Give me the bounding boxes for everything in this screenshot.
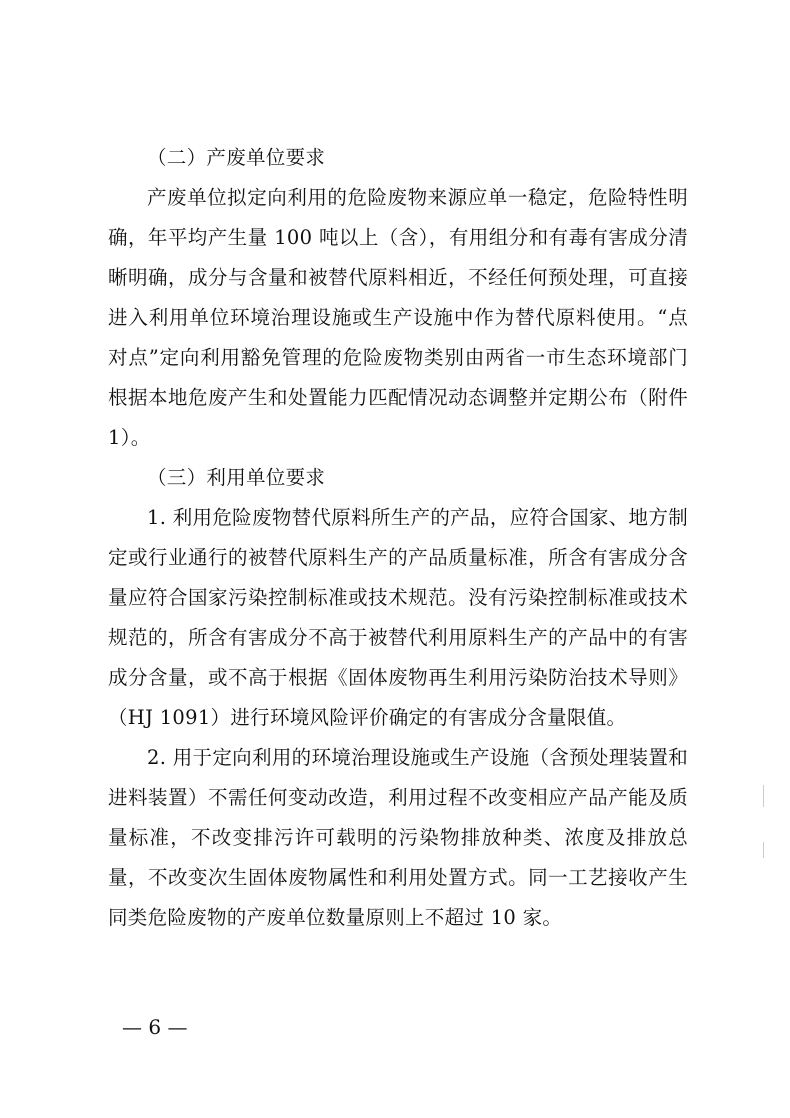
section-heading-utilization-unit: （三）利用单位要求 xyxy=(147,466,326,489)
page-number: — 6 — xyxy=(122,1015,188,1039)
section-heading-waste-producer: （二）产废单位要求 xyxy=(147,146,326,169)
scan-margin-mark xyxy=(763,785,764,807)
document-body xyxy=(108,138,688,938)
scan-margin-mark xyxy=(763,842,764,858)
paragraph-utilization-item-1: 1. 利用危险废物替代原料所生产的产品，应符合国家、地方制定或行业通行的被替代原料生产的产品质量标准，所含有害成分含量应符合国家污染控制标准或技术规范。没有污染控制标准或技术规范的，所含有害成分不高于被替代利用原料生产的产品中的有害成分含量，或不高于根据《固体废物再生利用污染防治技术导则》（HJ 1091）进行环境风险评价确定的有害成分含量限值。 xyxy=(108,506,688,729)
paragraph-waste-producer-requirements: 产废单位拟定向利用的危险废物来源应单一稳定，危险特性明确，年平均产生量 100 吨以上（含），有用组分和有毒有害成分清晰明确，成分与含量和被替代原料相近，不经任何预处理，可直接进入利用单位环境治理设施或生产设施中作为替代原料使用。“点对点”定向利用豁免管理的危险废物类别由两省一市生态环境部门根据本地危废产生和处置能力匹配情况动态调整并定期公布（附件 1）。 xyxy=(108,186,688,449)
paragraph-utilization-item-2: 2. 用于定向利用的环境治理设施或生产设施（含预处理装置和进料装置）不需任何变动改造，利用过程不改变相应产品产能及质量标准，不改变排污许可载明的污染物排放种类、浓度及排放总量，不改变次生固体废物属性和利用处置方式。同一工艺接收产生同类危险废物的产废单位数量原则上不超过 10 家。 xyxy=(108,746,688,929)
